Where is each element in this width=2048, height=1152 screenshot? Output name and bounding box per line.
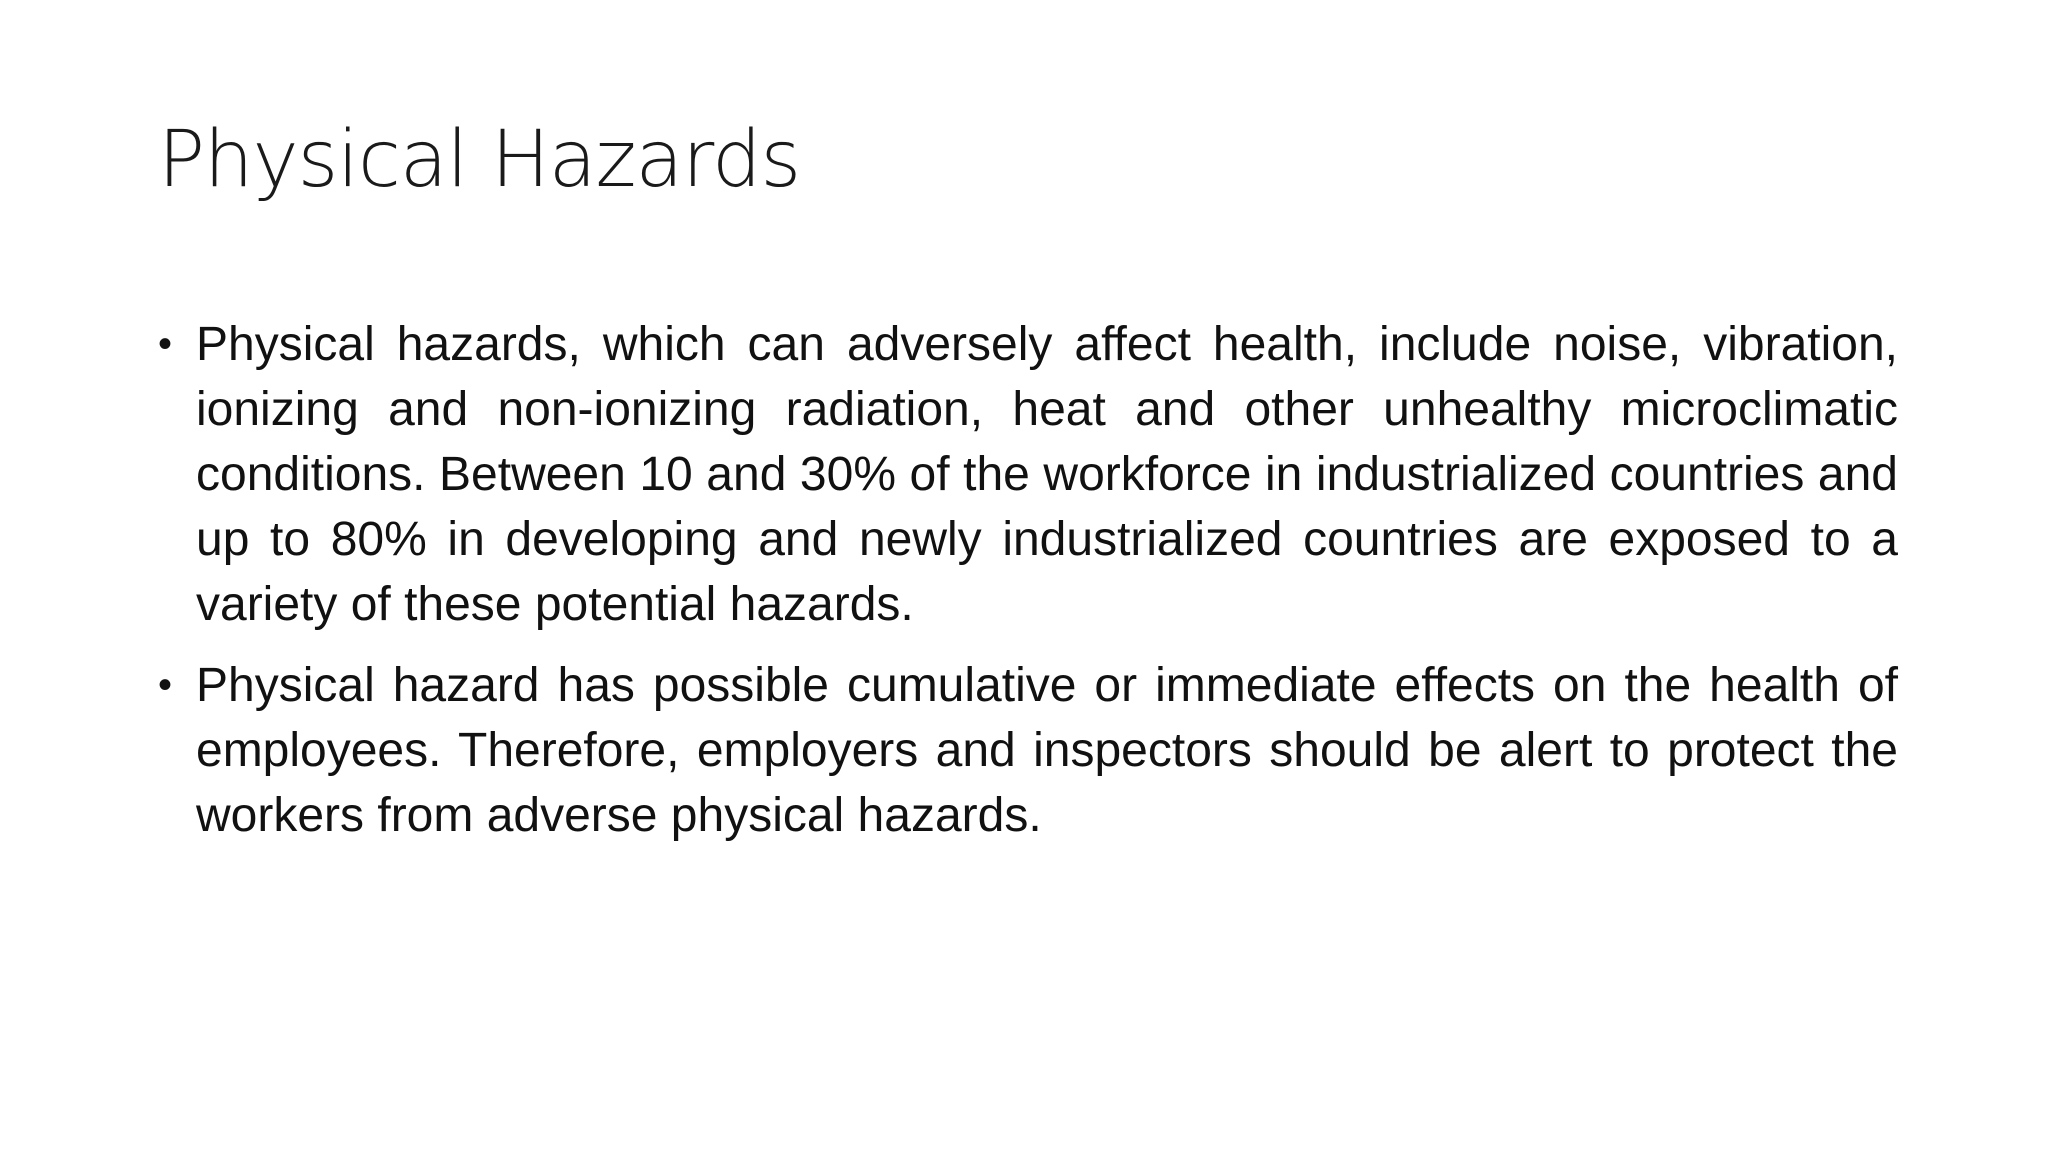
bullet-list [158, 312, 1898, 864]
bullet-text: Physical hazards, which can adversely affect health, include noise, vibration, ionizing and non-ionizing radiation, heat and other unhealthy microclimatic conditions. Between 10 and 30% of the workforce in industrialized countries and up to 80% in developing and newly industrialized countries are exposed to a variety of these potential hazards. [196, 318, 1898, 631]
bullet-item-cumulative-effects [158, 653, 1898, 848]
bullet-item-physical-hazards [158, 312, 1898, 637]
bullet-icon: • [158, 663, 173, 707]
bullet-icon: • [158, 322, 173, 366]
slide-title: Physical Hazards [158, 115, 801, 205]
bullet-text: Physical hazard has possible cumulative or immediate effects on the health of employees. Therefore, employers and inspectors should be alert to protect the workers from adverse physical hazards. [196, 659, 1898, 842]
